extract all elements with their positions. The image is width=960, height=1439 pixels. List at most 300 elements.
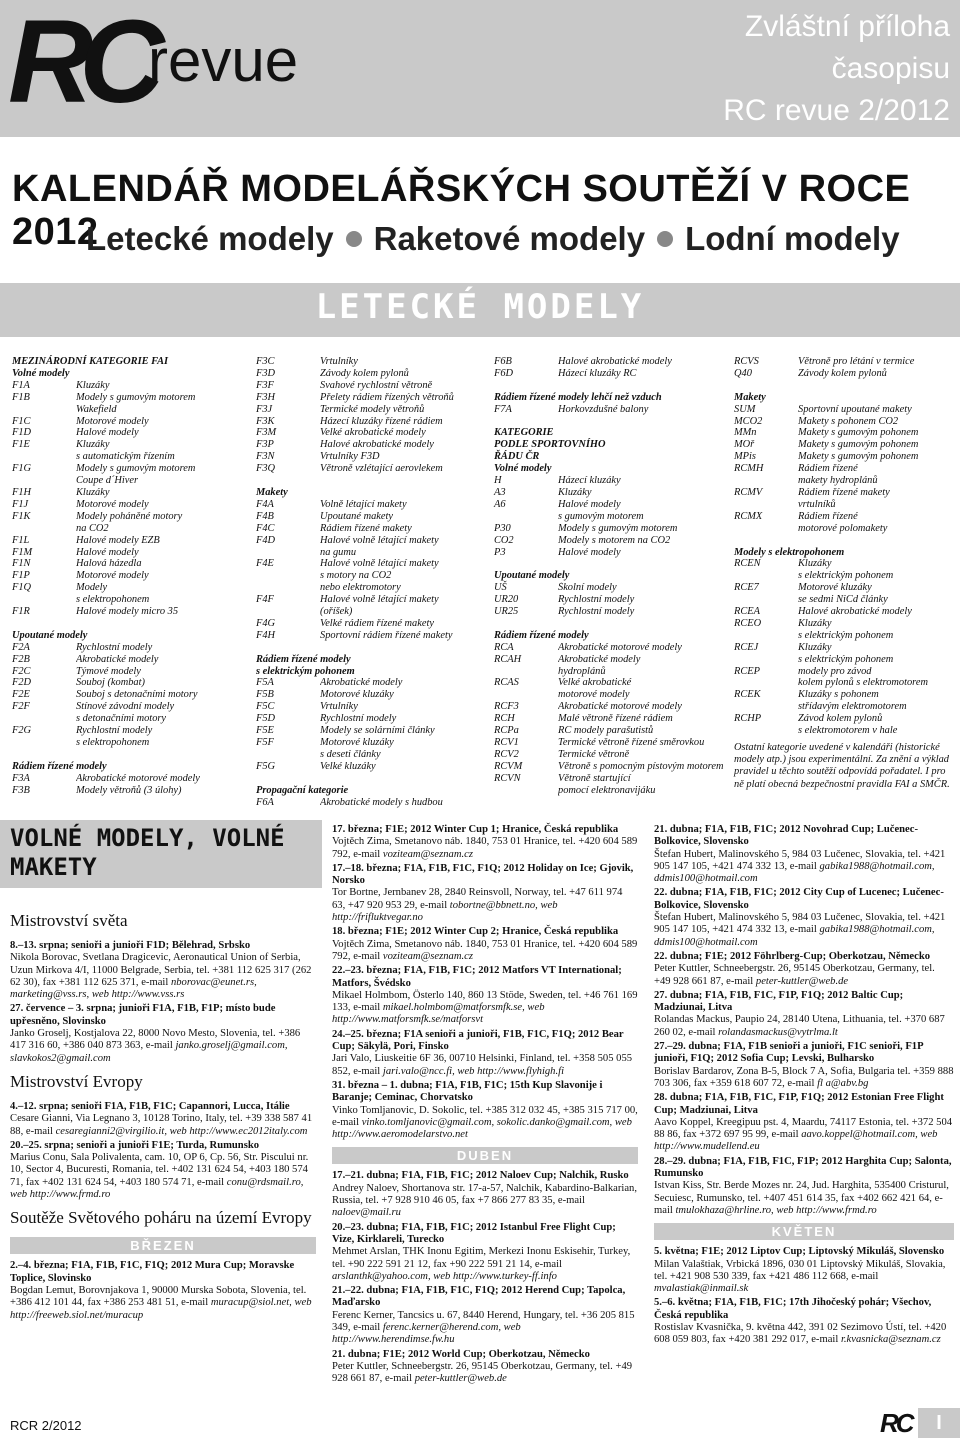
category-name: Házecí kluzáky	[558, 475, 621, 487]
month-heading: KVĚTEN	[654, 1223, 954, 1240]
category-name: Motorové kluzáky	[798, 582, 872, 594]
category-row	[734, 439, 956, 451]
category-code: F1K	[12, 510, 31, 522]
category-row	[12, 773, 242, 785]
event-web: web http://www.aeromodelarstvo.net	[332, 1116, 632, 1141]
category-name: Akrobatické modely	[76, 653, 159, 665]
event-email: voziteam@seznam.cz	[382, 950, 473, 962]
category-name: Upoutané makety	[320, 510, 393, 522]
event-email: voziteam@seznam.cz	[382, 848, 473, 860]
category-row	[494, 749, 726, 761]
category-column-c	[494, 356, 726, 797]
category-group-heading	[494, 463, 726, 475]
category-name: s motory na CO2	[320, 570, 392, 582]
category-code: F2A	[12, 641, 30, 653]
event-title: 27. dubna; F1A, F1B, F1C, F1P, F1Q; 2012 Baltic Cup; Madziunai, Litva	[654, 989, 904, 1014]
category-code	[256, 749, 320, 761]
category-code	[12, 523, 76, 535]
category-group-label: Makety	[256, 486, 288, 498]
event-email: naloev@mail.ru	[332, 1207, 401, 1219]
bullet-icon	[657, 231, 673, 247]
category-name: Motorové modely	[76, 570, 149, 582]
category-name: střídavým elektromotorem	[798, 701, 907, 713]
category-row	[734, 475, 956, 487]
category-name: nebo elektromotory	[320, 582, 401, 594]
category-code	[12, 451, 76, 463]
category-group-label: Rádiem řízené modely lehčí než vzduch	[494, 391, 662, 403]
category-name: Souboj (kombat)	[76, 677, 145, 689]
category-group-label: Rádiem řízené modely	[256, 653, 351, 665]
category-code: F3K	[256, 415, 275, 427]
event-contact-text: Peter Kuttler, Schneebergstr. 26, 95145 Oberkotzau, Germany, tel. +49 928 661 87, e-mail	[332, 1360, 633, 1385]
category-name: Závod kolem pylonů	[798, 713, 883, 725]
category-row	[256, 535, 488, 547]
category-code	[12, 475, 76, 487]
category-code: F1R	[12, 606, 30, 618]
category-code	[734, 725, 798, 737]
category-code: F1N	[12, 558, 31, 570]
event-contact	[654, 1322, 954, 1347]
category-row	[734, 689, 956, 701]
category-name: Halové modely	[76, 546, 139, 558]
category-row	[256, 475, 488, 487]
category-name: Akrobatické motorové modely	[558, 641, 682, 653]
category-row	[12, 523, 242, 535]
category-name: Velké kluzáky	[320, 760, 376, 772]
category-row	[734, 642, 956, 654]
logo-revue: revue	[148, 27, 299, 94]
category-row	[12, 547, 242, 559]
category-code: RCVS	[734, 356, 759, 367]
category-row	[256, 380, 488, 392]
event-contact	[654, 1117, 954, 1154]
category-code: MMn	[734, 427, 757, 439]
category-code: F3B	[12, 784, 30, 796]
category-row	[12, 511, 242, 523]
category-name: Týmové modely	[76, 665, 141, 677]
category-row	[734, 404, 956, 416]
category-name: s deseti články	[320, 748, 381, 760]
event-email: gabika1988@hotmail.com, ddmis100@hotmail.com	[654, 860, 935, 885]
category-row	[494, 677, 726, 689]
event-contact-text: Cesare Gianni, Via Legnano 3, 10128 Torino, Italy, tel. +39 338 587 41 88, e-mail	[10, 1113, 313, 1137]
category-name: makety hydroplánů	[798, 475, 878, 487]
category-name: pomocí elektronavijáku	[558, 784, 656, 796]
category-code	[256, 570, 320, 582]
event-entry	[332, 863, 638, 924]
category-row	[12, 677, 242, 689]
category-name: Modely s gumovým motorem	[76, 463, 196, 475]
category-code	[734, 701, 798, 713]
category-group-label: Makety	[734, 391, 766, 403]
category-name	[76, 618, 242, 630]
category-row	[734, 523, 956, 535]
category-name: Větroně pro létání v termice	[798, 356, 915, 367]
event-contact-text: Ferenc Kerner, Tancsics u. 67, 8440 Herend, Hungary, tel. +36 205 815 349, e-mail	[332, 1309, 635, 1333]
category-row	[12, 594, 242, 606]
category-row	[12, 689, 242, 701]
category-code: RCEN	[734, 558, 761, 570]
category-name: Motorové kluzáky	[320, 689, 394, 701]
category-name: s elektrickým pohonem	[798, 629, 894, 641]
category-name: Halové modely	[558, 546, 621, 558]
category-row	[12, 606, 242, 618]
category-code: RCVM	[494, 760, 523, 772]
event-contact	[654, 912, 954, 949]
event-contact-text: Štefan Hubert, Malinovského 5, 984 03 Lučenec, Slovakia, tel. +421 905 147 105, +421 474 332 13, e-mail	[654, 848, 946, 872]
event-contact-text: Rolandas Mackus, Paupio 24, 28140 Utena, Lithuania, tel. +370 687 260 02, e-mail	[654, 1014, 945, 1038]
category-code	[734, 677, 798, 689]
event-contact	[10, 1028, 316, 1065]
category-row	[494, 416, 726, 428]
category-row	[734, 654, 956, 666]
category-row	[256, 416, 488, 428]
category-row	[494, 737, 726, 749]
category-code: F4C	[256, 522, 275, 534]
category-group-heading	[494, 451, 726, 463]
category-row	[256, 689, 488, 701]
event-contact	[332, 1361, 638, 1386]
category-row	[494, 582, 726, 594]
category-group-heading	[12, 761, 242, 773]
category-group-label: Rádiem řízené modely	[12, 760, 107, 772]
category-row	[256, 797, 488, 809]
category-row	[12, 475, 242, 487]
category-name: Makety s gumovým pohonem	[798, 451, 919, 463]
category-name: Halové akrobatické modely	[558, 356, 672, 367]
category-code: MPis	[734, 451, 756, 463]
event-contact	[332, 836, 638, 861]
issue-label: RCR 2/2012	[10, 1418, 82, 1433]
category-code: RCEA	[734, 606, 760, 618]
event-entry	[332, 1029, 638, 1078]
category-code: F4D	[256, 534, 276, 546]
category-group-heading	[12, 630, 242, 642]
rc-revue-logo	[8, 0, 299, 128]
category-code	[256, 606, 320, 618]
category-row	[12, 701, 242, 713]
category-code	[256, 547, 320, 559]
event-entry	[10, 1003, 316, 1064]
category-row	[494, 725, 726, 737]
category-name: Vrtulníky F3D	[320, 451, 380, 463]
category-code	[256, 773, 320, 785]
category-name: Sportovní upoutané makety	[798, 403, 912, 415]
category-name: Velké akrobatické	[558, 677, 632, 689]
event-entry	[332, 1349, 638, 1386]
category-name: s elektromotorem v hale	[798, 725, 898, 737]
category-code: F7A	[494, 403, 512, 415]
category-code	[12, 737, 76, 749]
category-row	[256, 677, 488, 689]
category-code: RCE7	[734, 582, 759, 594]
category-name: vrtulníků	[798, 498, 836, 510]
event-title: 24.–25. března; F1A senioři a junioři, F1B, F1C, F1Q; 2012 Bear Cup; Säkylä, Pori, Finsko	[332, 1028, 624, 1053]
category-name	[320, 773, 488, 785]
category-group-label: Modely s elektropohonem	[734, 546, 845, 558]
category-row	[12, 439, 242, 451]
category-group-label: PODLE SPORTOVNÍHO	[494, 439, 606, 451]
category-code: F1H	[12, 486, 32, 498]
footer-logo: RC	[880, 1408, 912, 1438]
category-name	[558, 558, 726, 570]
category-row	[256, 606, 488, 618]
category-name: motorové modely	[558, 689, 630, 701]
category-name: Kluzáky	[558, 486, 592, 498]
category-row	[12, 535, 242, 547]
category-name: Větroně vzlétající aerovlekem	[320, 463, 443, 475]
category-row	[494, 666, 726, 678]
event-email: gabika1988@hotmail.com, ddmis100@hotmail.com	[654, 924, 935, 948]
category-row	[256, 618, 488, 630]
event-email: tobortne@bbnett.no,	[449, 899, 538, 911]
category-name: Sportovní rádiem řízené makety	[320, 629, 453, 641]
category-code: RCMV	[734, 486, 763, 498]
category-name: Kluzáky	[76, 439, 110, 451]
category-code	[494, 689, 558, 701]
category-code	[256, 582, 320, 594]
category-row	[256, 558, 488, 570]
category-name: Závody kolem pylonů	[320, 367, 409, 379]
category-name: Halové modely	[76, 427, 139, 439]
category-code: F1Q	[12, 582, 32, 594]
category-name	[558, 618, 726, 630]
event-web: web http://freeweb.siol.net/muracup	[10, 1297, 312, 1321]
event-contact	[332, 1310, 638, 1347]
category-code: F3J	[256, 403, 273, 415]
event-contact	[332, 1105, 638, 1142]
category-row	[494, 380, 726, 392]
supplement-label	[723, 6, 950, 132]
category-code	[12, 594, 76, 606]
category-name	[320, 475, 488, 487]
category-code: F5D	[256, 713, 276, 725]
event-contact	[654, 1259, 954, 1296]
category-code: RCV1	[494, 737, 519, 748]
category-code: F2E	[12, 689, 30, 701]
category-code	[734, 380, 798, 392]
category-name: s automatickým řízením	[76, 451, 175, 463]
category-name: Stínové závodní modely	[76, 701, 175, 713]
category-group-heading	[734, 392, 956, 404]
event-email: aavo.koppel@hotmail.com,	[801, 1129, 918, 1141]
category-row	[256, 761, 488, 773]
event-email: fl a@abv.bg	[817, 1077, 869, 1089]
event-contact	[654, 849, 954, 886]
event-email: tmulokhaza@hrline.ro,	[675, 1204, 774, 1216]
category-code	[734, 654, 798, 666]
category-name: Modely s gumovým motorem	[558, 522, 678, 534]
category-name: Kluzáky	[76, 379, 110, 391]
category-row	[12, 713, 242, 725]
event-title: 4.–12. srpna; senioři F1A, F1B, F1C; Capannori, Lucca, Itálie	[10, 1100, 290, 1112]
event-entry	[332, 1285, 638, 1346]
category-row	[12, 570, 242, 582]
page-number: I	[918, 1408, 960, 1438]
category-code: F1M	[12, 546, 33, 558]
event-email: ferenc.kerner@herend.com,	[382, 1321, 501, 1333]
category-code: Q40	[734, 367, 752, 379]
category-name	[558, 380, 726, 392]
category-code	[734, 535, 798, 547]
category-code: H	[494, 475, 502, 487]
category-row	[494, 654, 726, 666]
event-title: 20.–23. dubna; F1A, F1B, F1C; 2012 Istanbul Free Flight Cup; Vize, Kirklareli, Turecko	[332, 1221, 616, 1245]
event-contact	[10, 1285, 316, 1322]
category-code: UR25	[494, 606, 519, 618]
category-row	[12, 416, 242, 428]
category-row	[256, 725, 488, 737]
category-row	[12, 785, 242, 797]
category-row	[734, 701, 956, 713]
category-name: Kluzáky	[76, 486, 110, 498]
supplement-line: časopisu	[831, 52, 950, 85]
category-row	[734, 594, 956, 606]
category-row	[734, 713, 956, 725]
category-name: Závody kolem pylonů	[798, 367, 887, 379]
event-title: 17.–18. března; F1A, F1B, F1C, F1Q; 2012 Holiday on Ice; Gjovik, Norsko	[332, 862, 634, 887]
event-contact	[10, 1113, 316, 1138]
category-row	[734, 630, 956, 642]
category-code: F4G	[256, 617, 276, 629]
category-group-label: MEZINÁRODNÍ KATEGORIE FAI	[12, 356, 169, 367]
month-heading: DUBEN	[332, 1147, 638, 1164]
category-row	[734, 666, 956, 678]
category-code: F2D	[12, 677, 32, 689]
event-contact-text: Rostislav Kvasnička, 9. května 442, 391 02 Sezimovo Ústí, tel. +420 608 059 803, fax +420 381 292 017, e-mail	[654, 1321, 947, 1346]
event-contact-text: Mikael Holmbom, Österlo 140, 860 13 Stöde, Sweden, tel. +46 761 169 133, e-mail	[332, 989, 638, 1014]
category-code: F4A	[256, 498, 274, 510]
event-entry	[10, 1260, 316, 1321]
category-row	[734, 618, 956, 630]
category-code: F2B	[12, 653, 30, 665]
category-group-label: Volné modely	[494, 463, 552, 475]
category-code: RCH	[494, 713, 515, 725]
category-code: F2F	[12, 701, 30, 713]
event-entry	[654, 887, 954, 948]
category-row	[494, 356, 726, 368]
subsection-heading: Mistrovství světa	[10, 911, 128, 930]
category-row	[256, 356, 488, 368]
category-name: s elektropohonem	[76, 594, 150, 606]
category-row	[256, 773, 488, 785]
category-code: F1B	[12, 391, 30, 403]
categories-note-text: Ostatní kategorie uvedené v kalendáři (historické modely atp.) jsou experimentální. Za znění a výklad pravidel u těchto soutěží odpovídá pořadatel. I pro ně platí obecná bezpečnostní pravidla FAI a SMČR.	[734, 742, 950, 790]
category-name: Modely se solárními články	[320, 725, 435, 737]
category-name: Halové akrobatické modely	[798, 606, 912, 618]
event-contact-text: Andrey Naloev, Shortanova str. 17-a-57, Nalchik, Kabardino-Balkarian, Russia, tel. +7 928 910 46 05, fax +7 866 277 83 35, e-mail	[332, 1182, 637, 1207]
category-group-heading	[494, 427, 726, 439]
category-name	[320, 642, 488, 654]
category-row	[256, 701, 488, 713]
category-code: F3D	[256, 367, 276, 379]
category-row	[12, 749, 242, 761]
event-contact-text: Janko Groselj, Kostjalova 22, 8000 Novo Mesto, Slovenia, tel. +386 417 316 60, +386 040 873 363, e-mail	[10, 1028, 301, 1052]
category-code: F6B	[494, 356, 512, 367]
category-name: Modely	[76, 582, 108, 594]
category-code: F6A	[256, 796, 274, 808]
event-title: 28. dubna; F1A, F1B, F1C, F1P, F1Q; 2012 Estonian Free Flight Cup; Madziunai, Litva	[654, 1092, 944, 1116]
category-row	[734, 487, 956, 499]
category-name: Motorové kluzáky	[320, 737, 394, 748]
category-row	[256, 427, 488, 439]
category-name: Halové volně létající makety	[320, 534, 439, 546]
category-row	[494, 368, 726, 380]
event-contact	[332, 1183, 638, 1220]
category-group-label: KATEGORIE	[494, 427, 554, 439]
event-title: 27.–29. dubna; F1A, F1B senioři a junioři, F1C senioři, F1P junioři, F1Q; 2012 Sofia Cup; Levski, Bulharsko	[654, 1041, 923, 1065]
section-heading-box	[0, 820, 322, 888]
section-band	[0, 283, 960, 337]
event-entry	[332, 926, 638, 963]
category-row	[734, 368, 956, 380]
event-email: nborovac@eunet.rs, marketing@vss.rs,	[10, 976, 257, 1001]
category-row	[256, 570, 488, 582]
category-name: Kluzáky	[798, 558, 832, 570]
event-email: mikael.holmbom@matforsmfk.se,	[382, 1002, 525, 1014]
category-row	[12, 666, 242, 678]
category-row	[734, 725, 956, 737]
event-title: 8.–13. srpna; senioři a junioři F1D; Bělehrad, Srbsko	[10, 940, 251, 951]
category-row	[734, 380, 956, 392]
category-code: RCEP	[734, 665, 760, 677]
category-code	[12, 749, 76, 761]
category-code: F1G	[12, 463, 32, 475]
category-row	[256, 523, 488, 535]
event-email: muracup@siol.net,	[210, 1297, 292, 1309]
category-name: Školní modely	[558, 582, 617, 594]
category-row	[494, 606, 726, 618]
event-entry	[332, 824, 638, 861]
category-name: s elektrickým pohonem	[798, 653, 894, 665]
category-row	[256, 451, 488, 463]
event-web: web http://www.mudellend.eu	[654, 1129, 938, 1153]
category-row	[12, 725, 242, 737]
category-code	[734, 523, 798, 535]
category-row	[256, 749, 488, 761]
event-title: 17.–21. dubna; F1A, F1B, F1C; 2012 Naloev Cup; Nalchik, Rusko	[332, 1170, 629, 1182]
category-row	[12, 499, 242, 511]
event-email: arslanthk@yahoo.com,	[332, 1270, 431, 1282]
event-entry	[654, 1041, 954, 1090]
event-entry	[332, 965, 638, 1026]
category-row	[494, 511, 726, 523]
category-code: F2C	[12, 665, 31, 677]
bullet-icon	[346, 231, 362, 247]
category-row	[256, 737, 488, 749]
category-code: P3	[494, 546, 506, 558]
category-code: F4H	[256, 629, 276, 641]
category-row	[734, 535, 956, 547]
event-email: janko.groselj@gmail.com, slavkokos2@gmail.com	[10, 1040, 288, 1064]
event-web: web http://www.turkey-ff.info	[433, 1270, 557, 1282]
category-group-heading	[734, 547, 956, 559]
event-web: web http://www.frmd.ro	[776, 1204, 877, 1216]
category-row	[12, 487, 242, 499]
category-code	[12, 618, 76, 630]
event-contact-text: Milan Valaštiak, Vrbická 1896, 030 01 Liptovský Mikuláš, Slovakia, tel. +421 908 530 339, fax +421 486 112 668, e-mail	[654, 1258, 946, 1282]
event-title: 21. dubna; F1A, F1B, F1C; 2012 Novohrad Cup; Lučenec-Bolkovice, Slovensko	[654, 824, 918, 848]
event-email: cesaregianni2@virgilio.it,	[55, 1125, 167, 1137]
category-row	[734, 499, 956, 511]
category-code: F1C	[12, 415, 31, 427]
category-code	[734, 630, 798, 642]
event-email: r.kvasnicka@seznam.cz	[840, 1334, 941, 1346]
category-group-label: Upoutané modely	[494, 570, 570, 582]
category-code: RCF3	[494, 701, 519, 713]
category-name: Velké akrobatické modely	[320, 427, 426, 439]
category-row	[256, 630, 488, 642]
